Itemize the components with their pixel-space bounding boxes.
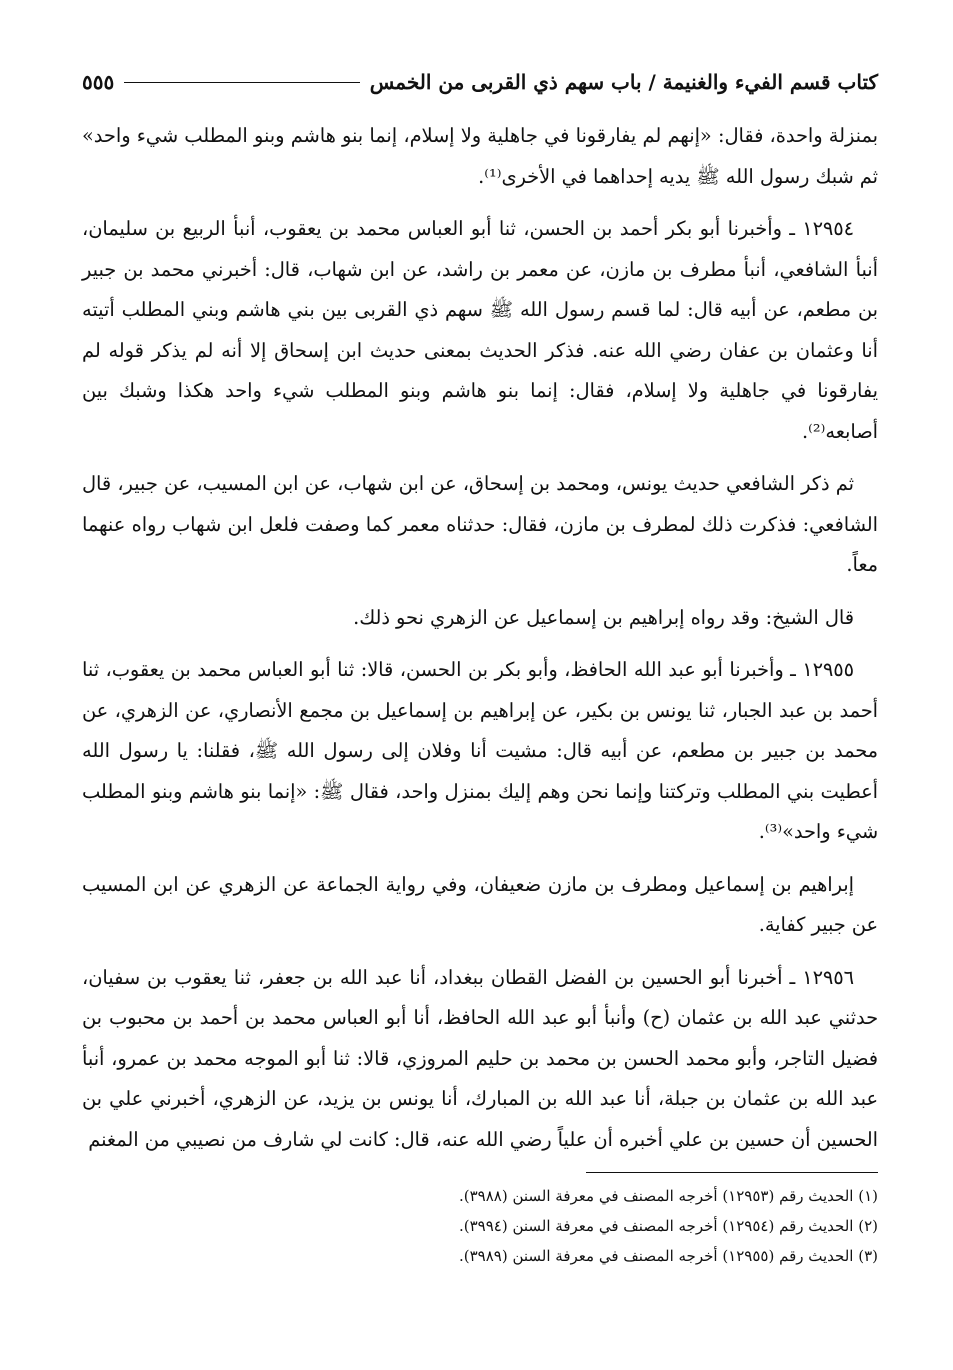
footnote-separator — [586, 1172, 878, 1173]
footnote-2: (٢) الحديث رقم (١٢٩٥٤) أخرجه المصنف في معرفة السنن (٣٩٩٤). — [459, 1217, 878, 1235]
paragraph-continuation: بمنزلة واحدة، فقال: «إنهم لم يفارقونا في جاهلية ولا إسلام، إنما بنو هاشم وبنو المطلب شيء واحد» ثم شبك رسول الله ﷺ يديه إحداهما في الأخرى⁽¹⁾. — [82, 124, 878, 188]
running-header — [82, 62, 878, 102]
paragraph-sheikh: قال الشيخ: وقد رواه إبراهيم بن إسماعيل عن الزهري نحو ذلك. — [353, 605, 854, 629]
footnote-3: (٣) الحديث رقم (١٢٩٥٥) أخرجه المصنف في معرفة السنن (٣٩٨٩). — [459, 1247, 878, 1265]
header-rule — [124, 82, 360, 83]
book-page — [82, 62, 878, 1352]
main-text — [82, 116, 878, 1160]
paragraph-shafii: ثم ذكر الشافعي حديث يونس، ومحمد بن إسحاق، عن ابن شهاب، عن ابن المسيب، عن جبير، قال الشافعي: فذكرت ذلك لمطرف بن مازن، فقال: حدثناه معمر كما وصفت فلعل ابن شهاب رواه عنهما معاً. — [82, 472, 878, 576]
chapter-title: كتاب قسم الفيء والغنيمة / باب سهم ذي القربى من الخمس — [369, 70, 878, 94]
hadith-12954: ١٢٩٥٤ ـ وأخبرنا أبو بكر أحمد بن الحسن، ثنا أبو العباس محمد بن يعقوب، أنبأ الربيع بن سليمان، أنبأ الشافعي، أنبأ مطرف بن مازن، عن معمر بن راشد، عن ابن شهاب، قال: أخبرني محمد بن جبير بن مطعم، عن أبيه قال: لما قسم رسول الله ﷺ سهم ذي القربى بين بني هاشم وبني المطلب أتيته أنا وعثمان بن عفان رضي الله عنه. فذكر الحديث بمعنى حديث ابن إسحاق إلا أنه لم يذكر قوله لم يفارقونا في جاهلية ولا إسلام، فقال: إنما بنو هاشم وبنو المطلب شيء واحد هكذا وشبك بين أصابعه⁽²⁾. — [82, 217, 878, 443]
hadith-12956: ١٢٩٥٦ ـ أخبرنا أبو الحسين بن الفضل القطان ببغداد، أنا عبد الله بن جعفر، ثنا يعقوب بن سفيان، حدثني عبد الله بن عثمان (ح) وأنبأ أبو عبد الله الحافظ، أنا أبو العباس محمد بن أحمد بن محبوب بن فضيل التاجر، وأبو محمد الحسن بن محمد بن حليم المروزي، قالا: ثنا أبو الموجه محمد بن عمرو، أنبأ عبد الله بن عثمان بن جبلة، أنا عبد الله بن المبارك، أنا يونس بن يزيد، عن الزهري، أخبرني علي بن الحسين أن حسين بن علي أخبره أن علياً رضي الله عنه، قال: كانت لي شارف من نصيبي من المغنم — [82, 965, 878, 1151]
paragraph-weak-narrators: إبراهيم بن إسماعيل ومطرف بن مازن ضعيفان، وفي رواية الجماعة عن الزهري عن ابن المسيب عن جبير كفاية. — [82, 872, 878, 936]
footnote-1: (١) الحديث رقم (١٢٩٥٣) أخرجه المصنف في معرفة السنن (٣٩٨٨). — [459, 1187, 878, 1205]
page-number: ٥٥٥ — [82, 70, 115, 94]
footnotes — [82, 1181, 878, 1271]
hadith-12955: ١٢٩٥٥ ـ وأخبرنا أبو عبد الله الحافظ، وأبو بكر بن الحسن، قالا: ثنا أبو العباس محمد بن يعقوب، ثنا أحمد بن عبد الجبار، ثنا يونس بن بكير، عن إبراهيم بن إسماعيل بن مجمع الأنصاري، عن الزهري، عن محمد بن جبير بن مطعم، عن أبيه قال: مشيت أنا وفلان إلى رسول الله ﷺ، فقلنا: يا رسول الله أعطيت بني المطلب وتركتنا وإنما نحن وهم إليك بمنزل واحد، فقال ﷺ: «إنما بنو هاشم وبنو المطلب شيء واحد»⁽³⁾. — [82, 658, 878, 843]
